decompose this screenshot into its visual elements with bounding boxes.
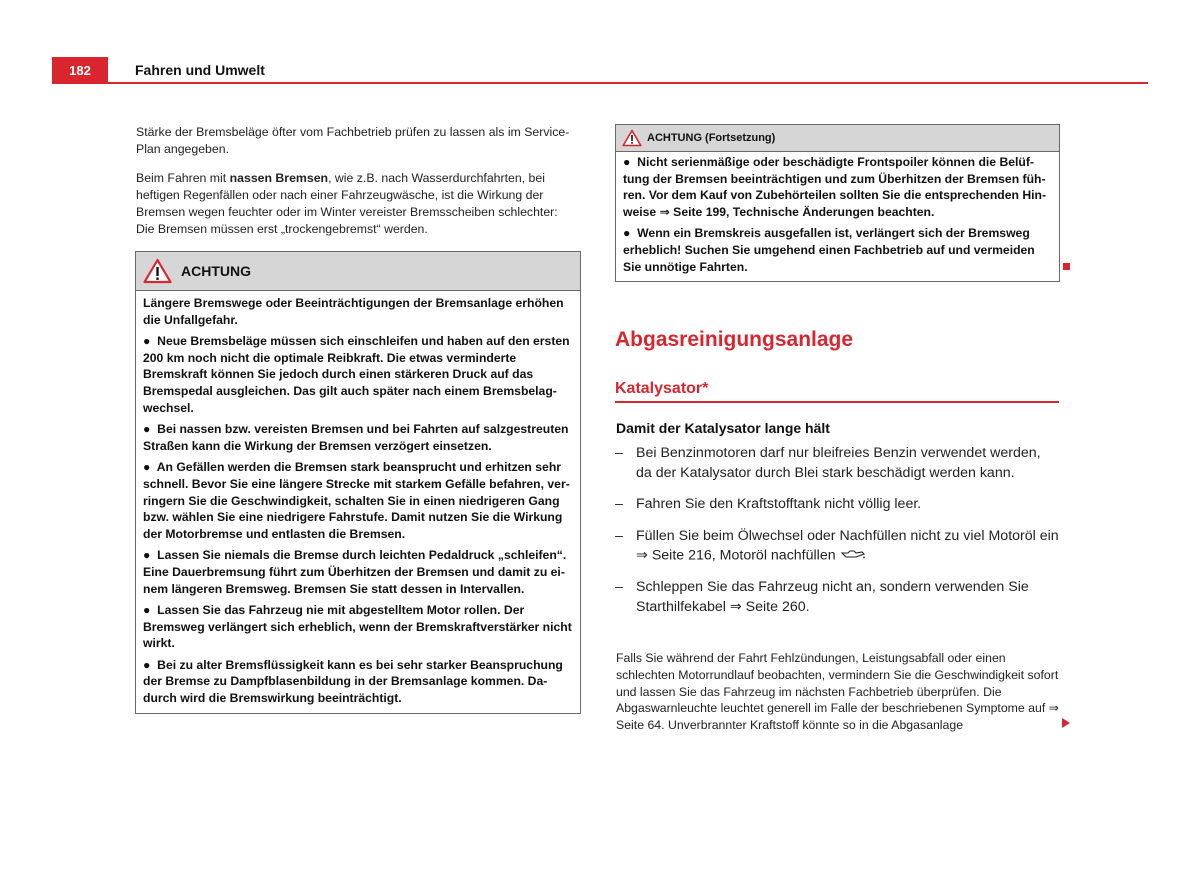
continue-arrow-marker [1062,718,1070,728]
warning-continuation-body [616,152,1059,281]
list-item: – Füllen Sie beim Ölwechsel oder Nachfüllen nicht zu viel Motoröl ein ⇒ Seite 216, Motoröl nachfüllen [615,527,1059,564]
warning-continuation-title: ACHTUNG (Fortsetzung) [647,132,776,144]
warning-triangle-icon [143,258,172,284]
topic-heading: Damit der Katalysator lange hält [616,420,830,436]
warning-bullet: ● Lassen Sie niemals die Bremse durch leichten Pedaldruck „schleifen“. Eine Dauerbremsung führt zum Überhitzen der Bremsen und damit zu einem längeren Bremsweg. Bremsen Sie statt dessen in Intervallen. [143,548,567,596]
closing-paragraph: Falls Sie während der Fahrt Fehlzündungen, Leistungsabfall oder einen schlechten Motorrundlauf beobachten, vermindern Sie die Geschwindigkeit sofort und lassen Sie das Fahrzeug im nächsten Fachbetrieb überprüfen. Die Abgaswarnleuchte leuchtet generell im Falle der beschriebenen Symptome auf ⇒ Seite 64. Unverbrannter Kraftstoff könnte so in die Abgasanlage [616,651,1059,733]
list-item: – Fahren Sie den Kraftstofftank nicht völlig leer. [615,496,922,512]
left-column [136,124,576,238]
warning-intro: Längere Bremswege oder Beeinträchtigungen der Bremsanlage erhöhen die Unfallgefahr. [143,296,564,327]
warning-bullet: ● Wenn ein Bremskreis ausgefallen ist, verlängert sich der Bremsweg erheblich! Suchen Sie umgehend einen Fachbetrieb auf und vermeiden Sie unnötige Fahrten. [623,226,1035,274]
list-item: – Bei Benzinmotoren darf nur bleifreies Benzin verwendet werden, da der Katalysator durch Blei stark beschädigt werden kann. [615,445,1041,481]
warning-title: ACHTUNG [181,263,251,279]
para2-bold: nassen Bremsen [229,171,329,185]
warning-header [136,252,580,291]
warning-bullet: ● Bei zu alter Bremsflüssigkeit kann es bei sehr starker Beanspruchung der Bremse zu Dampfblasenbildung in der Bremsanlage kommen. Dadurch wird die Bremswirkung beeinträchtigt. [143,657,563,706]
warning-continuation-box [615,124,1060,282]
subsection-rule [615,401,1059,403]
list-item: – Schleppen Sie das Fahrzeug nicht an, sondern verwenden Sie Starthilfekabel ⇒ Seite 260. [615,579,1029,615]
warning-bullet: ● Lassen Sie das Fahrzeug nie mit abgestelltem Motor rollen. Der Bremsweg verlängert sich erheblich, wenn der Bremskraftverstärker nicht wirkt. [143,603,572,651]
left-paragraph-1: Stärke der Bremsbeläge öfter vom Fachbetrieb prüfen zu lassen als im Service-Plan angegeben. [136,125,570,156]
page-number: 182 [52,57,108,84]
para2-pre: Beim Fahren mit [136,171,230,185]
warning-continuation-header [616,125,1059,152]
header-rule [108,82,1148,84]
warning-box [135,251,581,714]
warning-bullet: ● Nicht serienmäßige oder beschädigte Frontspoiler können die Belüftung der Bremsen beeinträchtigen und zum Überhitzen der Bremsen führen. Vor dem Kauf von Zubehörteilen sollten Sie die entsprechenden Hinweise ⇒ Seite 199, Technische Änderungen beachten. [623,155,1047,219]
end-marker-square [1063,263,1070,270]
left-paragraph-2 [136,170,576,238]
warning-triangle-icon [622,129,642,147]
section-heading: Abgasreinigungsanlage [615,328,854,351]
oil-can-icon [840,546,866,566]
para2-post: , wie z.B. nach Wasserdurchfahrten, bei heftigen Regenfällen oder nach einer Fahrzeugwäsche, ist die Wirkung der Bremsen wegen feuchter oder im Winter vereister Bremsscheiben schlechter: Die Bremsen müssen erst „trockengebremst“ werden. [136,171,558,236]
warning-bullet: ● An Gefällen werden die Bremsen stark beansprucht und erhitzen sehr schnell. Bevor Sie eine längere Strecke mit starkem Gefälle befahren, verringern Sie die Geschwindigkeit, schalten Sie in einen niedrigeren Gang bzw. wählen Sie eine niedrigere Fahrstufe. Damit nutzen Sie die Wirkung der Motorbremse und entlasten die Bremsen. [143,460,570,541]
section-title: Fahren und Umwelt [135,62,265,78]
subsection-heading: Katalysator* [615,380,709,397]
warning-bullet: ● Bei nassen bzw. vereisten Bremsen und bei Fahrten auf salzgestreuten Straßen kann die Wirkung der Bremsen verzögert einsetzen. [143,422,569,453]
warning-bullet: ● Neue Bremsbeläge müssen sich einschleifen und haben auf den ersten 200 km noch nicht die optimale Reibkraft. Die etwas verminderte Bremskraft können Sie jedoch durch einen stärkeren Druck auf das Bremspedal ausgleichen. Das gilt auch später nach einem Bremsbelagwechsel. [143,334,570,415]
instruction-list [615,444,1060,629]
warning-body [136,291,580,713]
